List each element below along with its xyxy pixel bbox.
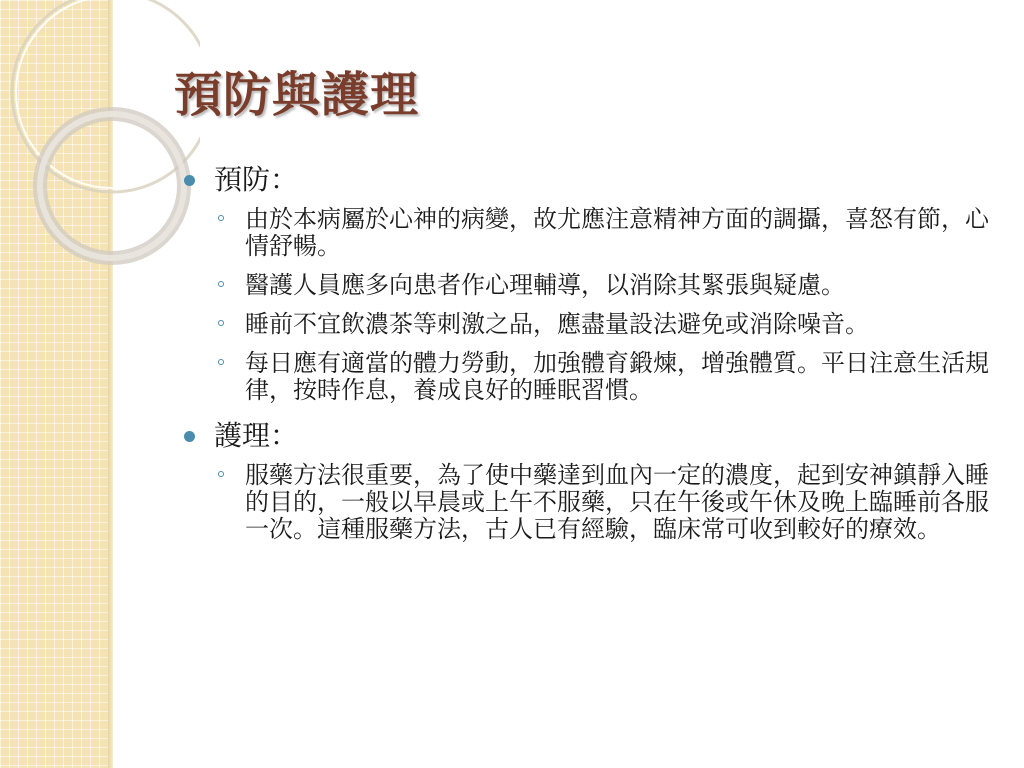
list-item-text: 每日應有適當的體力勞動，加強體育鍛煉，增強體質。平日注意生活規律，按時作息，養成良好的睡眠習慣。 [245,349,989,404]
bullet-ring-icon [218,215,224,221]
small-ring-inner [40,114,184,258]
bullet-ring-icon [218,281,224,287]
slide-title: 預防與護理 [174,67,420,123]
section-heading-text: 預防： [214,163,299,196]
section-heading-text: 護理： [214,419,299,452]
list-item [216,206,994,260]
section-heading-prevention [184,160,994,200]
bullet-dot-icon [184,175,195,186]
bullet-ring-icon [218,359,224,365]
bullet-dot-icon [184,431,195,442]
list-item-text: 由於本病屬於心神的病變，故尤應注意精神方面的調攝，喜怒有節，心情舒暢。 [245,205,989,260]
slide-content [184,160,994,555]
list-item-text: 醫護人員應多向患者作心理輔導，以消除其緊張與疑慮。 [245,271,845,299]
list-item [216,350,994,404]
list-item [216,462,994,543]
list-item-text: 睡前不宜飲濃茶等刺激之品，應盡量設法避免或消除噪音。 [245,310,869,338]
bullet-ring-icon [218,471,224,477]
list-item-text: 服藥方法很重要，為了使中藥達到血內一定的濃度，起到安神鎮靜入睡的目的，一般以早晨或上午不服藥，只在午後或午休及晚上臨睡前各服一次。這種服藥方法，古人已有經驗，臨床常可收到較好的療效。 [245,461,989,543]
bullet-ring-icon [218,320,224,326]
section-heading-care [184,416,994,456]
list-item [216,272,994,299]
list-item [216,311,994,338]
decorative-circles [0,0,200,280]
